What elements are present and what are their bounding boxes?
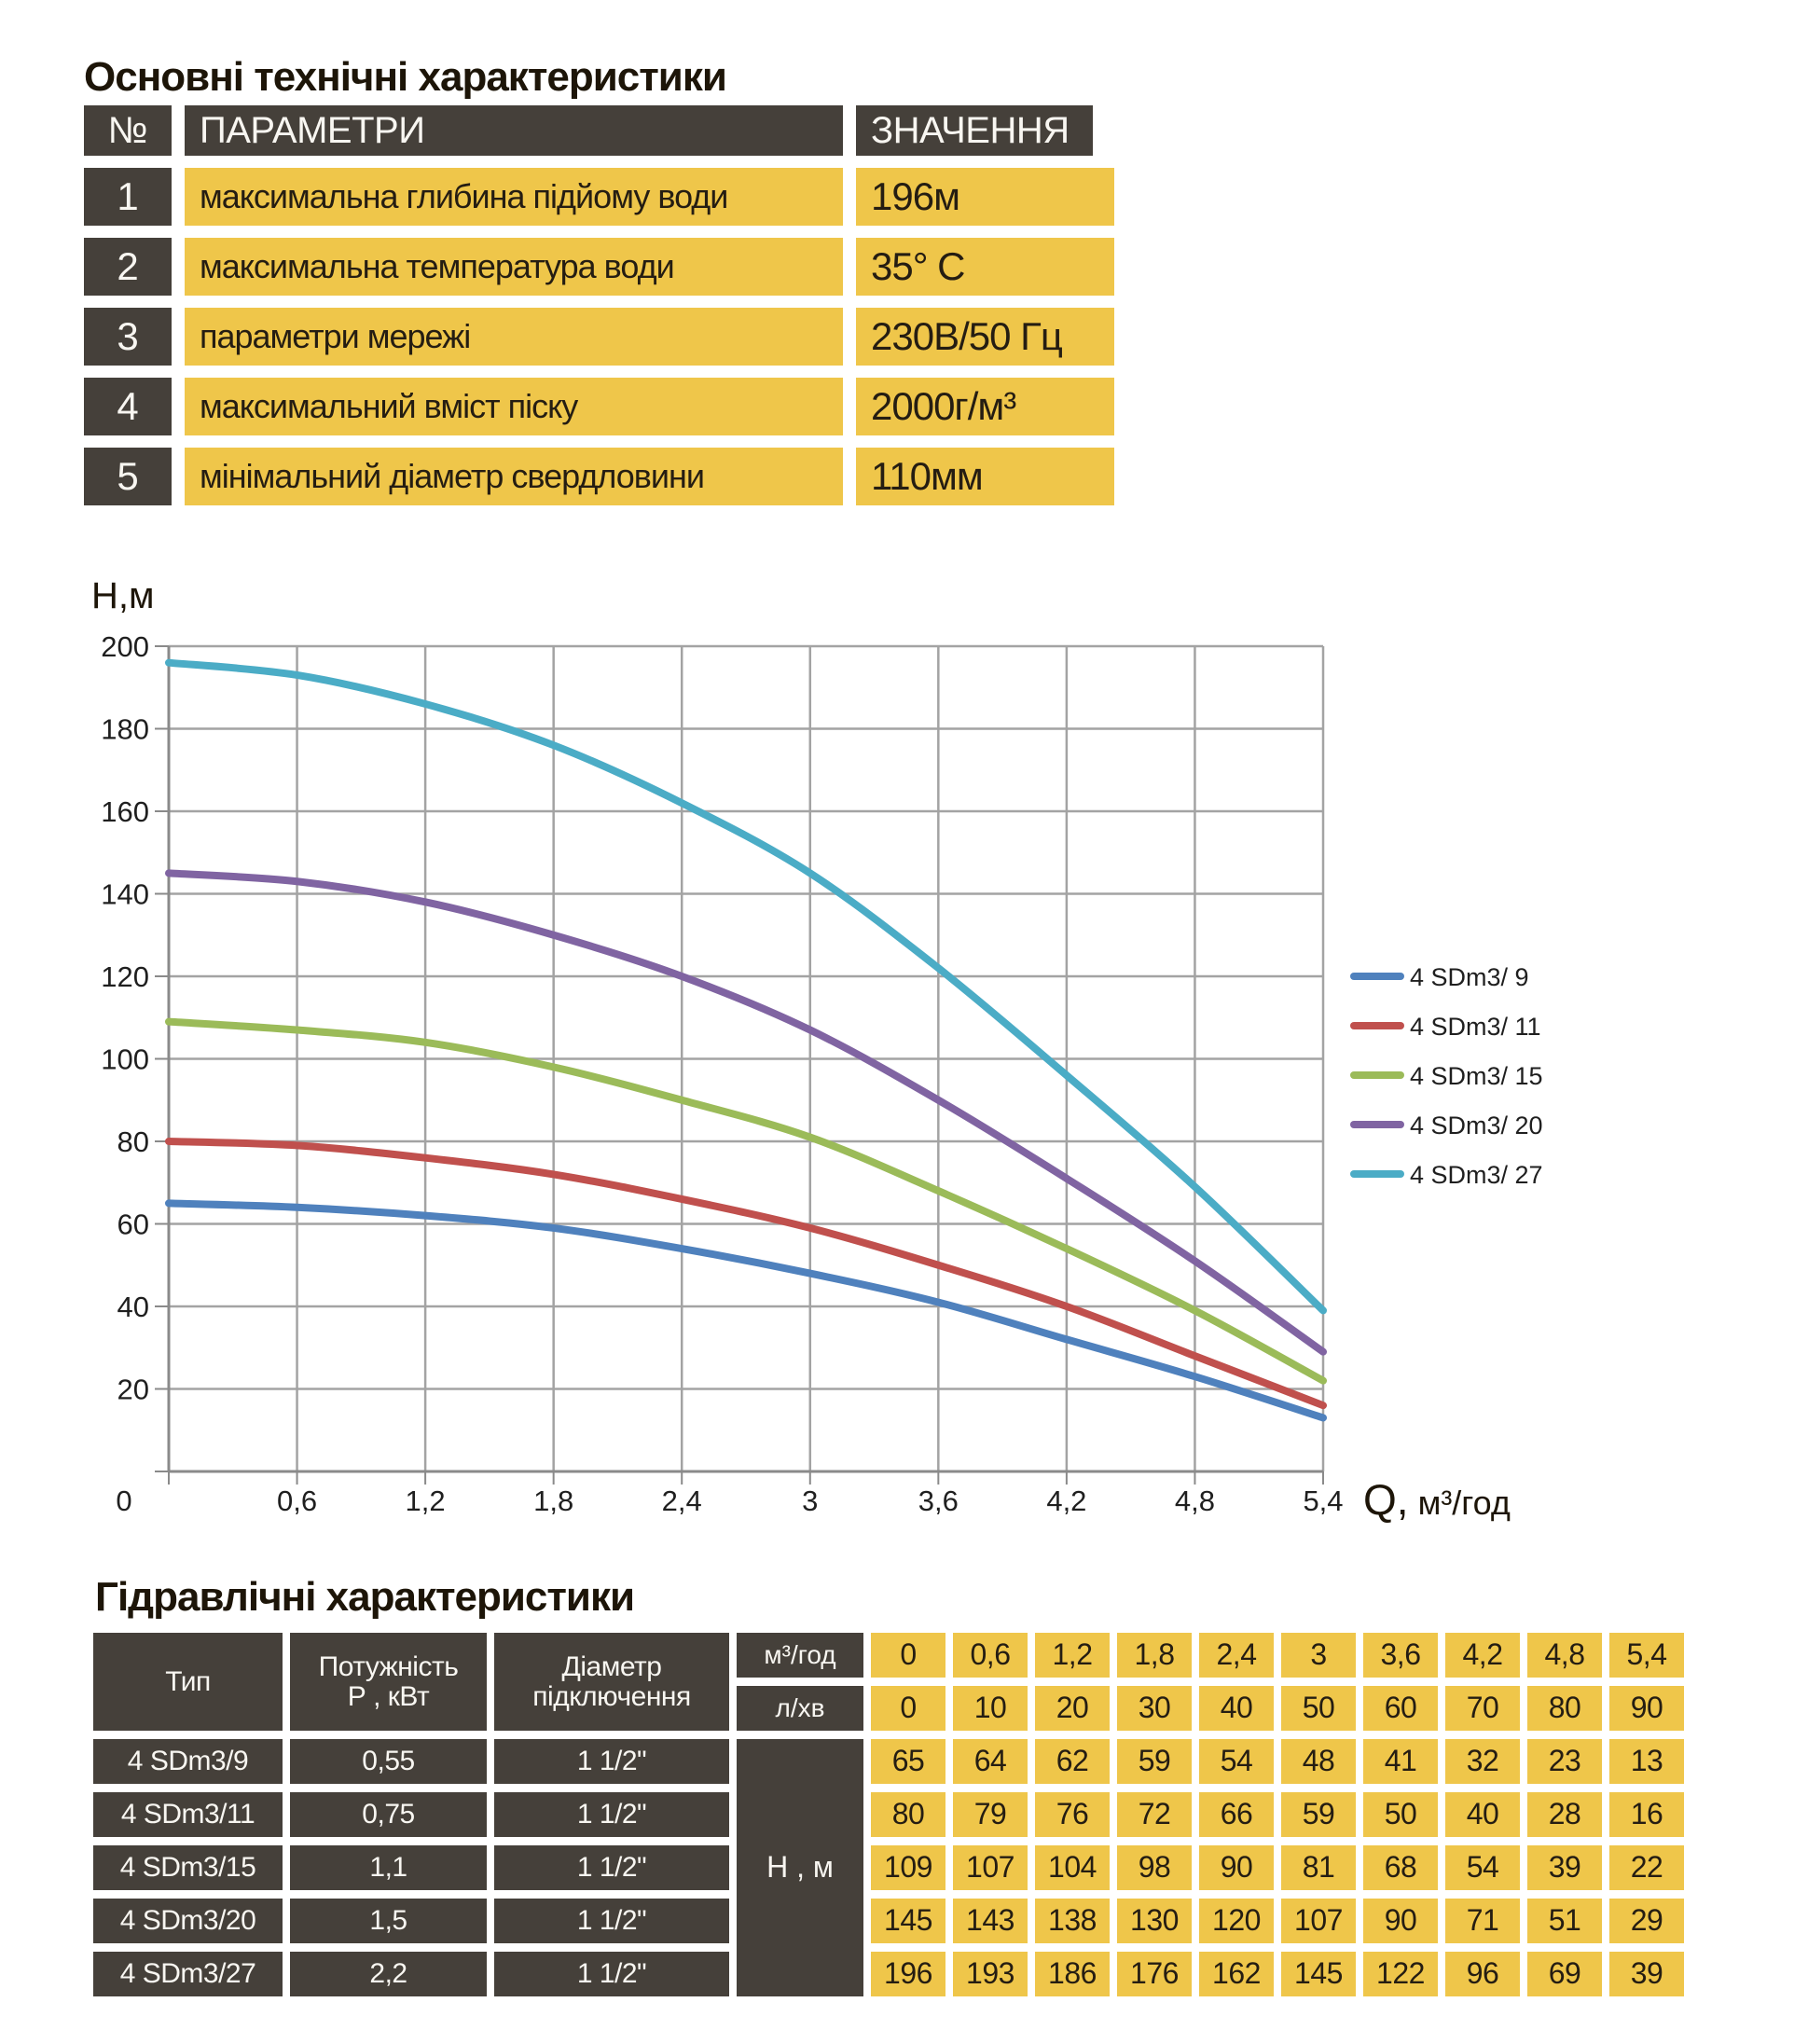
hydro-head-cell: 162: [1199, 1952, 1274, 1996]
spec-row-param: параметри мережі: [185, 308, 843, 366]
legend-entry: [1354, 1062, 1543, 1090]
hydro-flow-lmin-cell: 20: [1035, 1686, 1110, 1731]
legend-label: 4 SDm3/ 9: [1410, 963, 1529, 991]
hydraulics-table: [93, 1633, 1684, 1996]
hydro-head-cell: 59: [1281, 1792, 1356, 1837]
legend-label: 4 SDm3/ 20: [1410, 1112, 1543, 1139]
x-tick-label: 3: [802, 1485, 819, 1517]
hydro-head-cell: 50: [1363, 1792, 1438, 1837]
spec-row-num: 3: [84, 308, 172, 366]
hydro-head-cell: 81: [1281, 1845, 1356, 1890]
series-line-4-sdm3-15: [169, 1022, 1323, 1381]
hydro-flow-m3-cell: 2,4: [1199, 1633, 1274, 1678]
hydro-head-cell: 80: [871, 1792, 945, 1837]
x-tick-label: 1,8: [533, 1485, 574, 1517]
hydro-head-cell: 145: [871, 1899, 945, 1943]
hydro-head-cell: 39: [1527, 1845, 1602, 1890]
legend-entry: [1354, 1161, 1543, 1189]
spec-col-header-param: ПАРАМЕТРИ: [185, 105, 843, 156]
hydro-flow-m3-cell: 3,6: [1363, 1633, 1438, 1678]
hydro-row-power: 0,55: [290, 1739, 487, 1784]
hydro-col-header-power-line1: Потужність: [318, 1651, 459, 1682]
hydro-head-cell: 32: [1445, 1739, 1520, 1784]
hydro-row-type: 4 SDm3/20: [93, 1899, 283, 1943]
hydro-row-diameter: 1 1/2": [494, 1845, 729, 1890]
hydro-head-cell: 40: [1445, 1792, 1520, 1837]
y-tick-label: 200: [101, 630, 149, 663]
hydro-flow-lmin-cell: 60: [1363, 1686, 1438, 1731]
hydro-flow-m3-cell: 0,6: [953, 1633, 1028, 1678]
hydro-flow-lmin-cell: 30: [1117, 1686, 1192, 1731]
hydro-flow-m3-cell: 4,2: [1445, 1633, 1520, 1678]
hydro-row-type: 4 SDm3/11: [93, 1792, 283, 1837]
hydro-head-cell: 28: [1527, 1792, 1602, 1837]
x-tick-label: 5,4: [1303, 1485, 1344, 1517]
hydro-head-cell: 62: [1035, 1739, 1110, 1784]
hydro-head-cell: 16: [1609, 1792, 1684, 1837]
hydro-head-cell: 29: [1609, 1899, 1684, 1943]
hydro-head-cell: 48: [1281, 1739, 1356, 1784]
spec-row-value: 35° С: [856, 238, 1114, 296]
y-tick-label: 80: [117, 1126, 149, 1158]
hydro-head-cell: 98: [1117, 1845, 1192, 1890]
hydro-head-cell: 120: [1199, 1899, 1274, 1943]
hydro-flow-m3-cell: 1,8: [1117, 1633, 1192, 1678]
legend-entry: [1354, 1112, 1543, 1139]
chart-gridlines: [169, 646, 1323, 1471]
y-tick-label: 60: [117, 1208, 149, 1241]
spec-row-param: максимальний вміст піску: [185, 378, 843, 435]
x-tick-label: 3,6: [918, 1485, 959, 1517]
hydro-head-cell: 54: [1199, 1739, 1274, 1784]
y-axis-title: Н,м: [91, 575, 155, 616]
hydro-row-diameter: 1 1/2": [494, 1792, 729, 1837]
hydro-head-cell: 39: [1609, 1952, 1684, 1996]
hydro-head-cell: 196: [871, 1952, 945, 1996]
hydro-head-cell: 72: [1117, 1792, 1192, 1837]
hydro-unit-lmin: л/хв: [737, 1686, 863, 1731]
legend-label: 4 SDm3/ 27: [1410, 1161, 1543, 1189]
hydro-flow-lmin-cell: 90: [1609, 1686, 1684, 1731]
hydro-head-cell: 109: [871, 1845, 945, 1890]
chart-ticks: [155, 646, 1323, 1485]
hydro-row-type: 4 SDm3/27: [93, 1952, 283, 1996]
spec-row-value: 230В/50 Гц: [856, 308, 1114, 366]
y-tick-label: 40: [117, 1291, 149, 1323]
hydro-col-header-power-line2: Р , кВт: [347, 1680, 430, 1712]
x-tick-label: 4,2: [1046, 1485, 1087, 1517]
y-tick-label: 180: [101, 712, 149, 746]
hydro-head-cell: 138: [1035, 1899, 1110, 1943]
hydro-row-power: 0,75: [290, 1792, 487, 1837]
hydro-flow-lmin-cell: 40: [1199, 1686, 1274, 1731]
hydro-row-diameter: 1 1/2": [494, 1952, 729, 1996]
hydro-row-diameter: 1 1/2": [494, 1739, 729, 1784]
hydro-col-header-diameter-line1: Діаметр: [561, 1651, 662, 1682]
spec-row-param: максимальна глибина підйому води: [185, 168, 843, 226]
hydro-row-power: 2,2: [290, 1952, 487, 1996]
y-tick-label: 160: [101, 795, 149, 828]
hydro-head-cell: 51: [1527, 1899, 1602, 1943]
hydro-unit-m3h: м³/год: [737, 1633, 863, 1678]
hydro-head-cell: 41: [1363, 1739, 1438, 1784]
hydro-head-cell: 107: [1281, 1899, 1356, 1943]
hydro-head-cell: 143: [953, 1899, 1028, 1943]
chart-tick-labels: [101, 630, 1343, 1517]
hydro-flow-lmin-cell: 10: [953, 1686, 1028, 1731]
spec-row-value: 2000г/м³: [856, 378, 1114, 435]
hydro-head-cell: 69: [1527, 1952, 1602, 1996]
hydro-head-units-label: Н , м: [737, 1739, 863, 1996]
hydro-head-cell: 22: [1609, 1845, 1684, 1890]
hydro-head-cell: 68: [1363, 1845, 1438, 1890]
hydro-head-cell: 176: [1117, 1952, 1192, 1996]
x-tick-label: 1,2: [405, 1485, 446, 1517]
legend-entry: [1354, 963, 1529, 991]
hydro-head-cell: 79: [953, 1792, 1028, 1837]
y-tick-label: 100: [101, 1043, 149, 1076]
hydro-head-cell: 96: [1445, 1952, 1520, 1996]
hydro-flow-m3-cell: 0: [871, 1633, 945, 1678]
series-line-4-sdm3-20: [169, 873, 1323, 1351]
hydro-flow-m3-cell: 3: [1281, 1633, 1356, 1678]
hydro-flow-lmin-cell: 50: [1281, 1686, 1356, 1731]
y-tick-label: 140: [101, 877, 149, 911]
hydro-flow-lmin-cell: 80: [1527, 1686, 1602, 1731]
spec-row-value: 196м: [856, 168, 1114, 226]
hydro-head-cell: 71: [1445, 1899, 1520, 1943]
x-axis-title: Q, м³/год: [1363, 1475, 1511, 1524]
hydro-row-power: 1,5: [290, 1899, 487, 1943]
hydro-row-type: 4 SDm3/9: [93, 1739, 283, 1784]
x-tick-label: 0: [116, 1485, 132, 1517]
pump-curves-chart: [0, 522, 1808, 1585]
hydro-flow-lmin-cell: 70: [1445, 1686, 1520, 1731]
legend-label: 4 SDm3/ 11: [1410, 1013, 1541, 1041]
hydro-head-cell: 54: [1445, 1845, 1520, 1890]
x-tick-label: 0,6: [277, 1485, 318, 1517]
specs-table: [84, 105, 1114, 505]
hydro-head-cell: 107: [953, 1845, 1028, 1890]
spec-row-num: 2: [84, 238, 172, 296]
spec-row-param: максимальна температура води: [185, 238, 843, 296]
legend-entry: [1354, 1013, 1541, 1041]
chart-legend: [1354, 963, 1543, 1189]
hydro-flow-m3-cell: 5,4: [1609, 1633, 1684, 1678]
hydro-head-cell: 13: [1609, 1739, 1684, 1784]
hydro-head-cell: 65: [871, 1739, 945, 1784]
hydro-head-cell: 122: [1363, 1952, 1438, 1996]
spec-row-num: 4: [84, 378, 172, 435]
hydro-col-header-diameter-line2: підключення: [532, 1680, 691, 1712]
spec-col-header-value: ЗНАЧЕННЯ: [856, 105, 1093, 156]
spec-row-value: 110мм: [856, 448, 1114, 505]
hydro-flow-m3-cell: 1,2: [1035, 1633, 1110, 1678]
hydro-row-diameter: 1 1/2": [494, 1899, 729, 1943]
hydro-head-cell: 104: [1035, 1845, 1110, 1890]
hydro-head-cell: 193: [953, 1952, 1028, 1996]
hydraulics-title: Гідравлічні характеристики: [95, 1574, 635, 1620]
hydro-col-header-power: [290, 1633, 487, 1731]
legend-label: 4 SDm3/ 15: [1410, 1062, 1543, 1090]
hydro-head-cell: 145: [1281, 1952, 1356, 1996]
hydro-col-header-diameter: [494, 1633, 729, 1731]
hydro-flow-lmin-cell: 0: [871, 1686, 945, 1731]
hydro-row-power: 1,1: [290, 1845, 487, 1890]
x-tick-label: 2,4: [661, 1485, 702, 1517]
hydro-head-cell: 64: [953, 1739, 1028, 1784]
hydro-head-cell: 66: [1199, 1792, 1274, 1837]
hydro-head-cell: 76: [1035, 1792, 1110, 1837]
hydro-row-type: 4 SDm3/15: [93, 1845, 283, 1890]
hydro-col-header-type: Тип: [93, 1633, 283, 1731]
hydro-head-cell: 59: [1117, 1739, 1192, 1784]
hydro-head-cell: 130: [1117, 1899, 1192, 1943]
y-tick-label: 120: [101, 960, 149, 993]
y-tick-label: 20: [117, 1373, 149, 1406]
specs-title: Основні технічні характеристики: [84, 54, 726, 100]
spec-row-param: мінімальний діаметр свердловини: [185, 448, 843, 505]
hydro-head-cell: 23: [1527, 1739, 1602, 1784]
spec-row-num: 5: [84, 448, 172, 505]
hydro-flow-m3-cell: 4,8: [1527, 1633, 1602, 1678]
hydro-head-cell: 90: [1199, 1845, 1274, 1890]
spec-col-header-num: №: [84, 105, 172, 156]
spec-row-num: 1: [84, 168, 172, 226]
x-tick-label: 4,8: [1174, 1485, 1215, 1517]
hydro-head-cell: 90: [1363, 1899, 1438, 1943]
hydro-head-cell: 186: [1035, 1952, 1110, 1996]
